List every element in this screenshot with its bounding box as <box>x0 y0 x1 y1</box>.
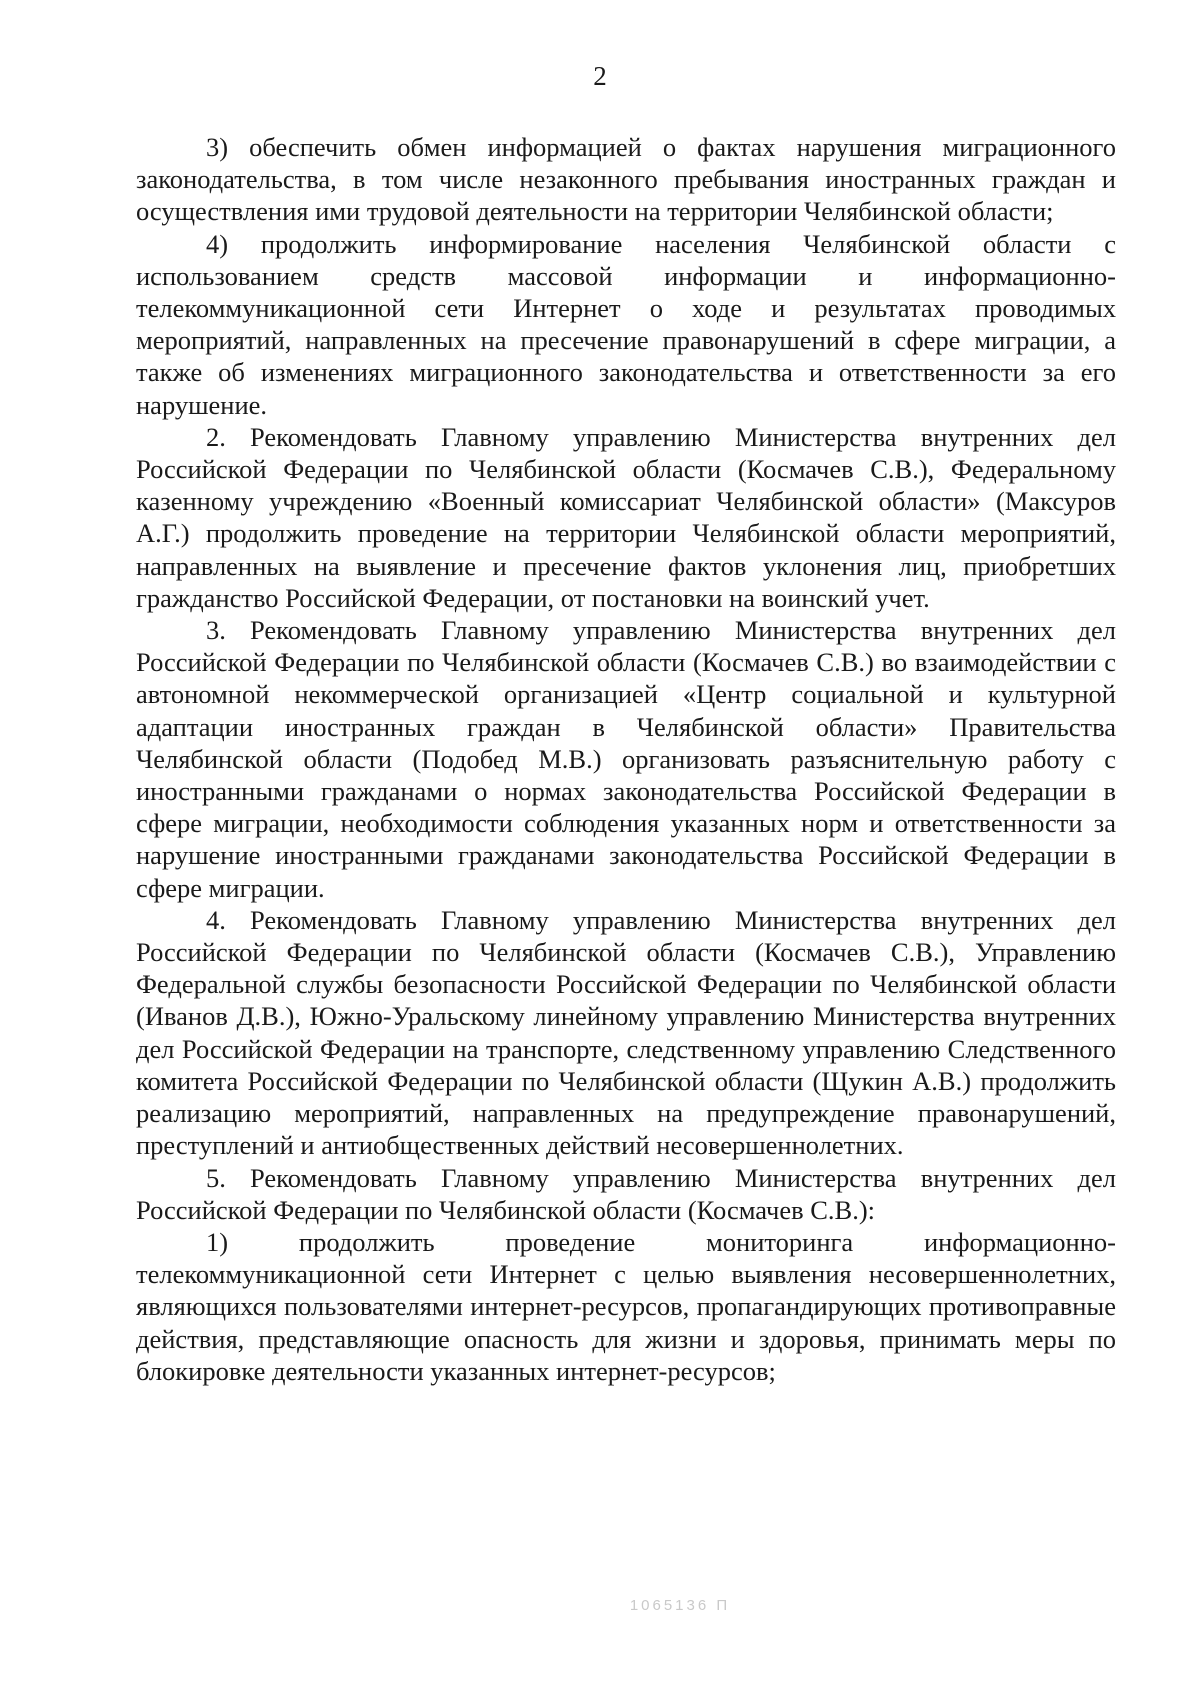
paragraph-section-3-explanatory-work: 3. Рекомендовать Главному управлению Министерства внутренних дел Российской Федерации по Челябинской области (Космачев С.В.) во взаимодействии с автономной некоммерческой организацией «Центр социальной и культурной адаптации иностранных граждан в Челябинской области» Правительства Челябинской области (Подобед М.В.) организовать разъяснительную работу с иностранными гражданами о нормах законодательства Российской Федерации в сфере миграции, необходимости соблюдения указанных норм и ответственности за нарушение иностранными гражданами законодательства Российской Федерации в сфере миграции. <box>136 615 1116 903</box>
paragraph-item-4-public-informing: 4) продолжить информирование населения Челябинской области с использованием средств массовой информации и информационно-телекоммуникационной сети Интернет о ходе и результатах проводимых мероприятий, направленных на пресечение правонарушений в сфере миграции, а также об изменениях миграционного законодательства и ответственности за его нарушение. <box>136 228 1116 420</box>
document-body <box>136 131 1116 1387</box>
paragraph-section-4-prevention-minors: 4. Рекомендовать Главному управлению Министерства внутренних дел Российской Федерации по Челябинской области (Космачев С.В.), Управлению Федеральной службы безопасности Российской Федерации по Челябинской области (Иванов Д.В.), Южно-Уральскому линейному управлению Министерства внутренних дел Российской Федерации на транспорте, следственному управлению Следственного комитета Российской Федерации по Челябинской области (Щукин А.В.) продолжить реализацию мероприятий, направленных на предупреждение правонарушений, преступлений и антиобщественных действий несовершеннолетних. <box>136 904 1116 1161</box>
footer-stamp: 1065136 П <box>629 1597 731 1614</box>
paragraph-item-3-info-exchange: 3) обеспечить обмен информацией о фактах нарушения миграционного законодательства, в том числе незаконного пребывания иностранных граждан и осуществления ими трудовой деятельности на территории Челябинской области; <box>136 132 1116 227</box>
paragraph-section-2-military-registration: 2. Рекомендовать Главному управлению Министерства внутренних дел Российской Федерации по Челябинской области (Космачев С.В.), Федеральному казенному учреждению «Военный комиссариат Челябинской области» (Максуров А.Г.) продолжить проведение на территории Челябинской области мероприятий, направленных на выявление и пресечение фактов уклонения лиц, приобретших гражданство Российской Федерации, от постановки на воинский учет. <box>136 421 1116 613</box>
paragraph-item-1-internet-monitoring: 1) продолжить проведение мониторинга информационно-телекоммуникационной сети Интернет с целью выявления несовершеннолетних, являющихся пользователями интернет-ресурсов, пропагандирующих противоправные действия, представляющие опасность для жизни и здоровья, принимать меры по блокировке деятельности указанных интернет-ресурсов; <box>136 1226 1116 1386</box>
page-number: 2 <box>593 61 607 91</box>
paragraph-section-5-recommendation: 5. Рекомендовать Главному управлению Министерства внутренних дел Российской Федерации по Челябинской области (Космачев С.В.): <box>136 1162 1116 1225</box>
